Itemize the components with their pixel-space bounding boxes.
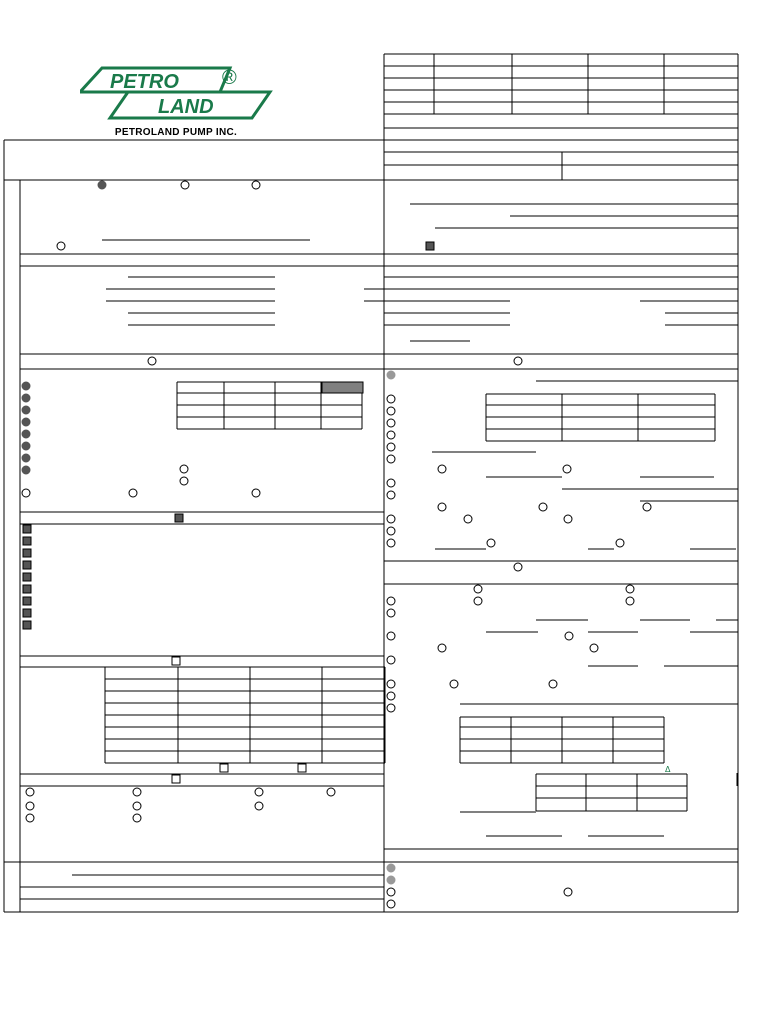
radio-icon[interactable] (387, 864, 395, 872)
radio-icon[interactable] (387, 597, 395, 605)
radio-icon[interactable] (255, 788, 263, 796)
radio-icon[interactable] (22, 394, 30, 402)
radio-icon[interactable] (181, 181, 189, 189)
radio-icon[interactable] (514, 357, 522, 365)
checkbox-icon[interactable] (23, 621, 31, 629)
radio-icon[interactable] (387, 539, 395, 547)
radio-icon[interactable] (133, 788, 141, 796)
radio-icon[interactable] (643, 503, 651, 511)
registered-icon: ® (222, 67, 237, 89)
radio-icon[interactable] (387, 443, 395, 451)
radio-icon[interactable] (438, 465, 446, 473)
radio-icon[interactable] (180, 477, 188, 485)
radio-icon[interactable] (22, 489, 30, 497)
radio-icon[interactable] (387, 692, 395, 700)
radio-icon[interactable] (387, 876, 395, 884)
logo-word-petro: PETRO (110, 71, 179, 93)
checkbox-icon[interactable] (23, 585, 31, 593)
radio-icon[interactable] (327, 788, 335, 796)
radio-icon[interactable] (129, 489, 137, 497)
radio-icon[interactable] (57, 242, 65, 250)
radio-icon[interactable] (387, 395, 395, 403)
radio-icon[interactable] (626, 585, 634, 593)
checkbox-icon[interactable] (23, 537, 31, 545)
radio-icon[interactable] (26, 802, 34, 810)
radio-icon[interactable] (464, 515, 472, 523)
radio-icon[interactable] (252, 181, 260, 189)
triangle-icon: Δ (665, 765, 671, 774)
radio-icon[interactable] (387, 419, 395, 427)
radio-icon[interactable] (22, 406, 30, 414)
radio-icon[interactable] (387, 479, 395, 487)
radio-icon[interactable] (387, 371, 395, 379)
radio-icon[interactable] (487, 539, 495, 547)
radio-icon[interactable] (387, 888, 395, 896)
checkbox-icon[interactable] (23, 549, 31, 557)
radio-icon[interactable] (387, 680, 395, 688)
radio-icon[interactable] (626, 597, 634, 605)
radio-icon[interactable] (474, 597, 482, 605)
radio-icon[interactable] (438, 503, 446, 511)
checkbox-icon[interactable] (23, 597, 31, 605)
radio-icon[interactable] (22, 382, 30, 390)
radio-icon[interactable] (387, 515, 395, 523)
company-name: PETROLAND PUMP INC. (114, 127, 238, 138)
checkbox-icon[interactable] (220, 764, 228, 772)
radio-icon[interactable] (387, 900, 395, 908)
radio-icon[interactable] (565, 632, 573, 640)
radio-icon[interactable] (514, 563, 522, 571)
logo-word-land: LAND (158, 96, 214, 118)
checkbox-icon[interactable] (298, 764, 306, 772)
radio-icon[interactable] (616, 539, 624, 547)
radio-icon[interactable] (563, 465, 571, 473)
radio-icon[interactable] (387, 527, 395, 535)
radio-icon[interactable] (438, 644, 446, 652)
radio-icon[interactable] (22, 418, 30, 426)
radio-icon[interactable] (387, 491, 395, 499)
radio-icon[interactable] (450, 680, 458, 688)
radio-icon[interactable] (22, 454, 30, 462)
checkbox-icon[interactable] (172, 657, 180, 665)
radio-icon[interactable] (539, 503, 547, 511)
radio-icon[interactable] (252, 489, 260, 497)
radio-icon[interactable] (133, 814, 141, 822)
radio-icon[interactable] (22, 466, 30, 474)
radio-icon[interactable] (564, 888, 572, 896)
radio-icon[interactable] (133, 802, 141, 810)
checkbox-icon[interactable] (23, 525, 31, 533)
checkbox-icon[interactable] (426, 242, 434, 250)
radio-icon[interactable] (98, 181, 106, 189)
radio-icon[interactable] (590, 644, 598, 652)
radio-icon[interactable] (180, 465, 188, 473)
radio-icon[interactable] (549, 680, 557, 688)
radio-icon[interactable] (387, 455, 395, 463)
radio-icon[interactable] (22, 430, 30, 438)
radio-icon[interactable] (564, 515, 572, 523)
radio-icon[interactable] (26, 788, 34, 796)
radio-icon[interactable] (387, 704, 395, 712)
radio-icon[interactable] (148, 357, 156, 365)
checkbox-icon[interactable] (172, 775, 180, 783)
radio-icon[interactable] (387, 407, 395, 415)
radio-icon[interactable] (26, 814, 34, 822)
radio-icon[interactable] (255, 802, 263, 810)
table-header-cell (322, 382, 363, 393)
checkbox-icon[interactable] (23, 573, 31, 581)
radio-icon[interactable] (474, 585, 482, 593)
radio-icon[interactable] (387, 656, 395, 664)
checkbox-icon[interactable] (23, 561, 31, 569)
radio-icon[interactable] (387, 609, 395, 617)
radio-icon[interactable] (22, 442, 30, 450)
checkbox-icon[interactable] (175, 514, 183, 522)
radio-icon[interactable] (387, 431, 395, 439)
checkbox-icon[interactable] (23, 609, 31, 617)
radio-icon[interactable] (387, 632, 395, 640)
